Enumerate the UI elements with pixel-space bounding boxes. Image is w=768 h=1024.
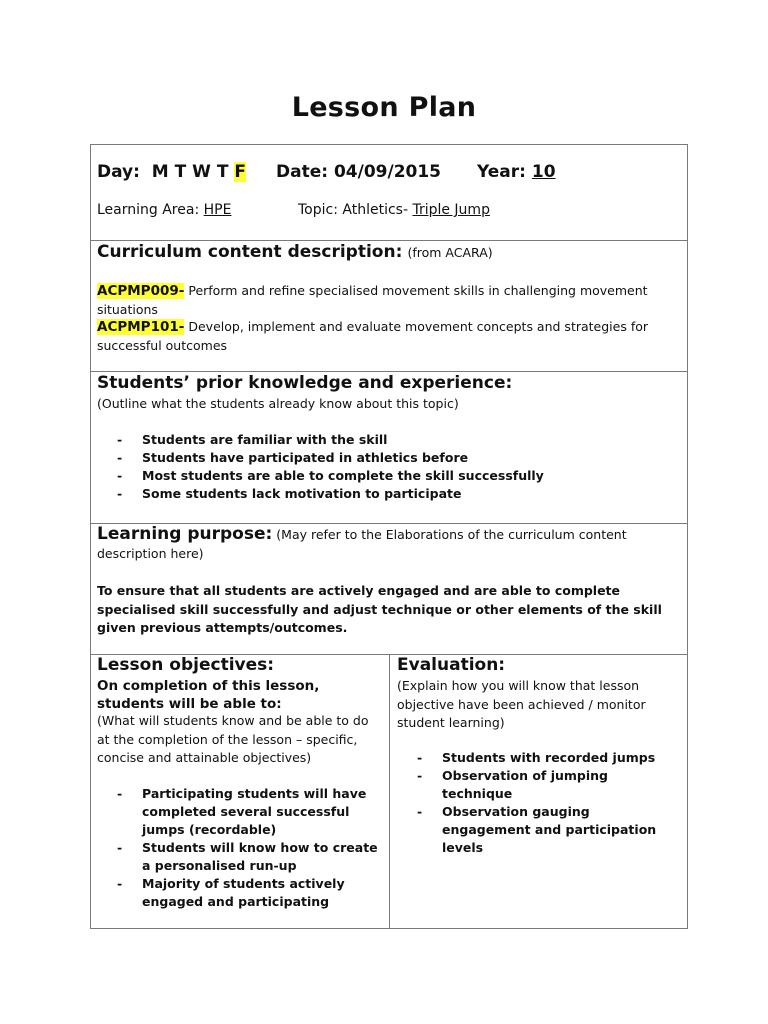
topic-field bbox=[298, 202, 490, 218]
curriculum-item bbox=[97, 318, 667, 355]
curriculum-description: Perform and refine specialised movement skills in challenging movement situations bbox=[97, 283, 648, 317]
learning-purpose-intro bbox=[97, 525, 677, 563]
prior-knowledge-note: (Outline what the students already know about this topic) bbox=[97, 396, 459, 411]
curriculum-description: Develop, implement and evaluate movement concepts and strategies for successful outcomes bbox=[97, 319, 649, 353]
prior-knowledge-heading: Students’ prior knowledge and experience: bbox=[97, 373, 513, 393]
date-value: 04/09/2015 bbox=[333, 162, 442, 182]
learning-area-label: Learning Area: bbox=[97, 202, 200, 218]
learning-purpose-note: (May refer to the Elaborations of the curriculum content description here) bbox=[97, 527, 627, 561]
objectives-heading: Lesson objectives: bbox=[97, 655, 275, 675]
year-field bbox=[477, 162, 556, 182]
day-label: Day: bbox=[97, 162, 140, 182]
topic-prefix: Topic: Athletics- bbox=[298, 202, 408, 218]
list-item: - Students have participated in athletics before bbox=[97, 449, 667, 467]
evaluation-heading: Evaluation: bbox=[397, 655, 506, 675]
evaluation-note: (Explain how you will know that lesson objective have been achieved / monitor student learning) bbox=[397, 678, 646, 730]
list-item: - Students will know how to create a personalised run-up bbox=[97, 839, 382, 875]
objectives-subheading: On completion of this lesson, students will be able to: bbox=[97, 678, 320, 712]
learning-area-value: HPE bbox=[203, 202, 232, 218]
list-item: - Observation of jumping technique bbox=[397, 767, 667, 803]
list-item: - Students are familiar with the skill bbox=[97, 431, 667, 449]
day-row bbox=[97, 162, 246, 182]
objectives-note: (What will students know and be able to do at the completion of the lesson – specific, concise and attainable objectives) bbox=[97, 713, 369, 765]
evaluation-list bbox=[397, 749, 667, 857]
date-label: Date: bbox=[276, 162, 329, 182]
curriculum-code: ACPMP101- bbox=[97, 319, 185, 335]
topic-value: Triple Jump bbox=[412, 202, 490, 218]
prior-knowledge-list bbox=[97, 431, 667, 503]
list-item: - Participating students will have completed several successful jumps (recordable) bbox=[97, 785, 382, 839]
learning-purpose-heading: Learning purpose: bbox=[97, 524, 273, 544]
page-title: Lesson Plan bbox=[291, 92, 477, 123]
learning-area-field bbox=[97, 202, 231, 218]
curriculum-code: ACPMP009- bbox=[97, 283, 185, 299]
year-label: Year: bbox=[477, 162, 526, 182]
curriculum-heading: Curriculum content description: bbox=[97, 242, 403, 262]
curriculum-source: (from ACARA) bbox=[407, 245, 493, 260]
list-item: - Observation gauging engagement and participation levels bbox=[397, 803, 667, 857]
list-item: - Majority of students actively engaged and participating bbox=[97, 875, 382, 911]
list-item: - Some students lack motivation to participate bbox=[97, 485, 667, 503]
year-value: 10 bbox=[531, 162, 556, 182]
curriculum-heading-line bbox=[97, 242, 493, 262]
curriculum-item bbox=[97, 282, 667, 319]
column-divider bbox=[389, 654, 390, 929]
list-item: - Most students are able to complete the skill successfully bbox=[97, 467, 667, 485]
day-options: M T W T bbox=[151, 162, 229, 182]
row-divider bbox=[90, 371, 688, 372]
row-divider bbox=[90, 240, 688, 241]
list-item: - Students with recorded jumps bbox=[397, 749, 667, 767]
learning-purpose-body: To ensure that all students are actively engaged and are able to complete specialised skill successfully and adjust technique or other elements of the skill given previous attempts/outcomes. bbox=[97, 583, 662, 635]
objectives-list bbox=[97, 785, 382, 911]
date-field bbox=[276, 162, 441, 182]
day-selected: F bbox=[234, 162, 246, 182]
